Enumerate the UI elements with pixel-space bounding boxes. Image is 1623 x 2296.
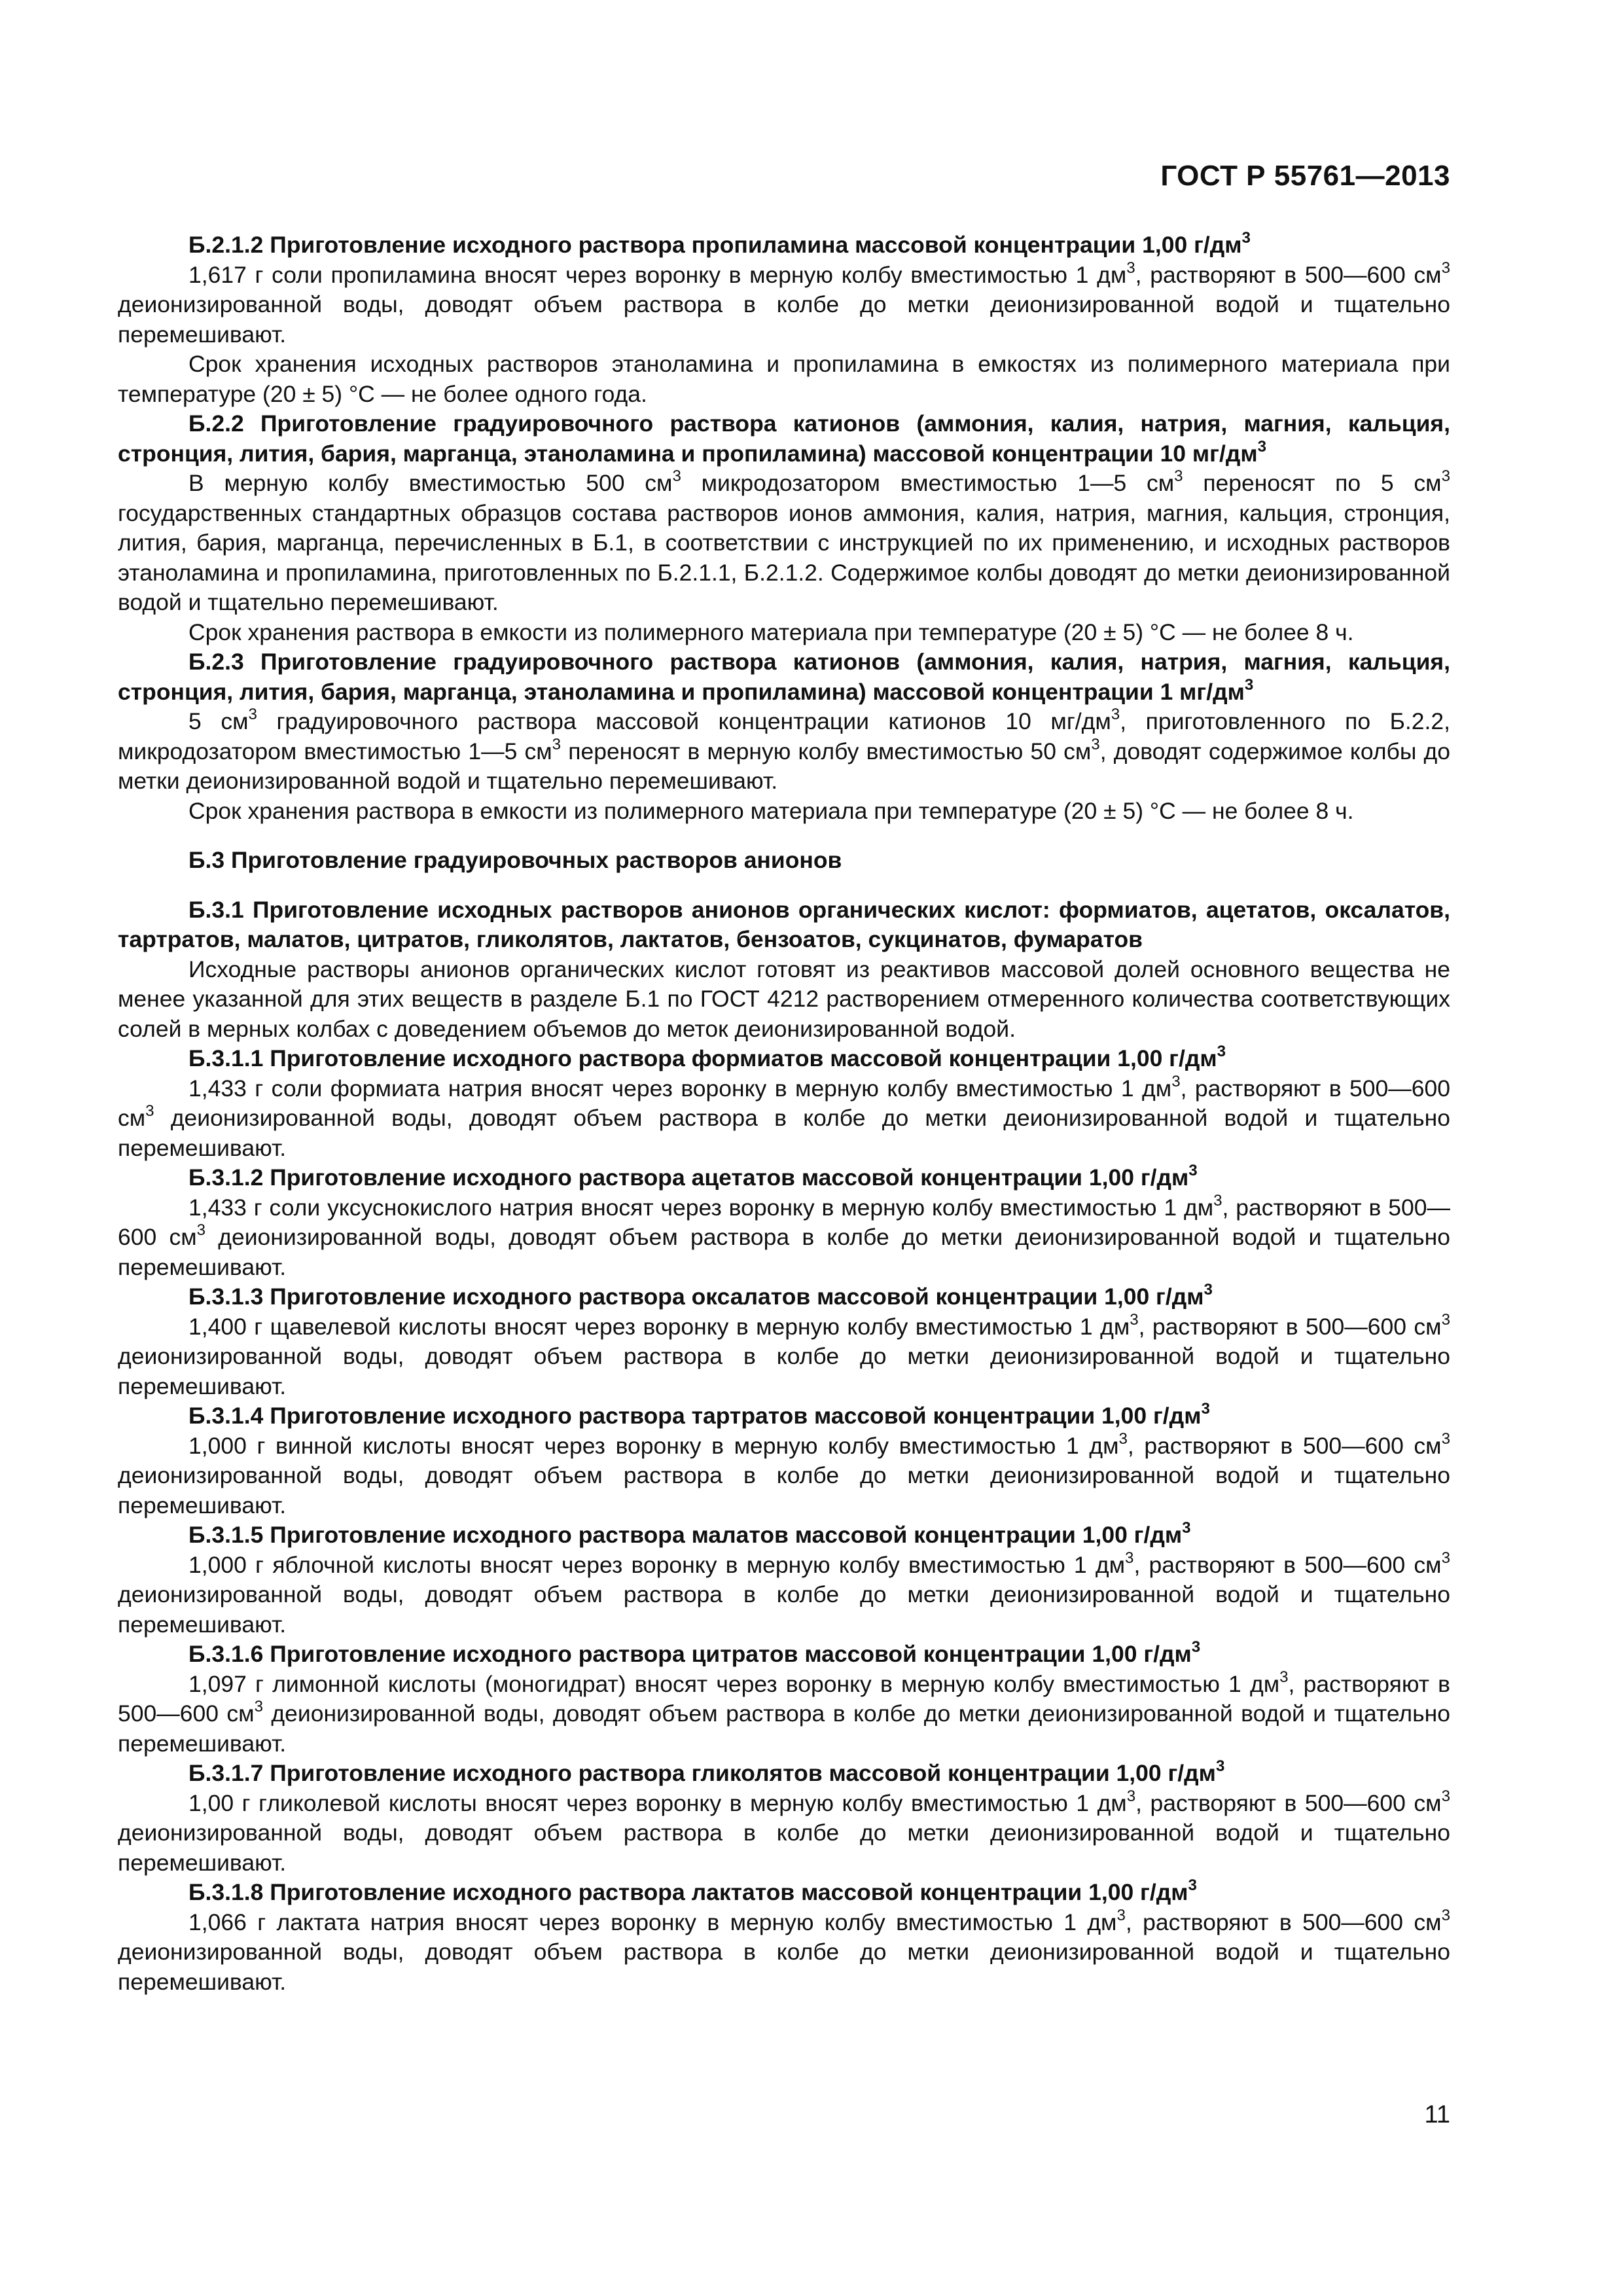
paragraph xyxy=(118,707,1450,797)
text-run: В мерную колбу вместимостью 500 см xyxy=(188,470,673,496)
section-heading xyxy=(118,1282,1450,1312)
superscript: 3 xyxy=(145,1102,154,1121)
superscript: 3 xyxy=(1257,437,1267,456)
page-number: 11 xyxy=(1424,2101,1450,2128)
text-run: деионизированной воды, доводят объем раствора в колбе до метки деионизированной водой и тщательно перемешивают. xyxy=(118,1700,1450,1757)
superscript: 3 xyxy=(1126,259,1135,277)
text-run: переносят по 5 см xyxy=(1183,470,1442,496)
superscript: 3 xyxy=(1441,1429,1450,1448)
section-heading xyxy=(118,230,1450,260)
text-run: деионизированной воды, доводят объем раствора в колбе до метки деионизированной водой и тщательно перемешивают. xyxy=(118,1105,1450,1161)
text-run: Б.3.1.4 Приготовление исходного раствора тартратов массовой концентрации 1,00 г/дм xyxy=(188,1403,1202,1429)
superscript: 3 xyxy=(1441,1787,1450,1805)
paragraph xyxy=(118,350,1450,409)
text-run: , приготовленного по Б.2.2, микродозатором вместимостью 1—5 см xyxy=(118,708,1451,764)
text-run: , растворяют в 500—600 см xyxy=(1138,1313,1442,1340)
text-run: , растворяют в 500—600 см xyxy=(1135,1789,1442,1816)
text-run: , растворяют в 500—600 см xyxy=(1127,1432,1442,1459)
text-run: государственных стандартных образцов состава растворов ионов аммония, калия, натрия, магния, кальция, стронция, лития, бария, марганца, перечисленных в Б.1, в соответствии с инструкцией по их применению, и исходных растворов этаноламина и пропиламина, приготовленных по Б.2.1.1, Б.2.1.2. Содержимое колбы доводят до метки деионизированной водой и тщательно перемешивают. xyxy=(118,499,1450,615)
superscript: 3 xyxy=(1111,706,1120,724)
paragraph xyxy=(118,469,1450,618)
text-run: Срок хранения раствора в емкости из полимерного материала при температуре (20 ± 5) °С — не более 8 ч. xyxy=(188,619,1354,645)
paragraph xyxy=(118,1670,1450,1759)
text-run: Б.3 Приготовление градуировочных растворов анионов xyxy=(188,847,842,873)
text-run: , растворяют в 500—600 см xyxy=(118,1194,1450,1250)
text-run: Б.3.1.2 Приготовление исходного раствора ацетатов массовой концентрации 1,00 г/дм xyxy=(188,1164,1189,1191)
text-run: , растворяют в 500—600 см xyxy=(1133,1551,1442,1578)
text-run: Б.3.1.7 Приготовление исходного раствора гликолятов массовой концентрации 1,00 г/дм xyxy=(188,1760,1216,1786)
superscript: 3 xyxy=(1174,467,1183,486)
text-run: , растворяют в 500—600 см xyxy=(1135,261,1442,288)
text-run: 1,400 г щавелевой кислоты вносят через воронку в мерную колбу вместимостью 1 дм xyxy=(188,1313,1130,1340)
text-run: Срок хранения раствора в емкости из полимерного материала при температуре (20 ± 5) °С — не более 8 ч. xyxy=(188,797,1354,824)
text-run: деионизированной воды, доводят объем раствора в колбе до метки деионизированной водой и тщательно перемешивают. xyxy=(118,1939,1450,1995)
superscript: 3 xyxy=(1188,1162,1198,1180)
text-run: Исходные растворы анионов органических кислот готовят из реактивов массовой долей основного вещества не менее указанной для этих веществ в разделе Б.1 по ГОСТ 4212 растворением отмеренного количества соответствующих солей в мерных колбах с доведением объемов до меток деионизированной водой. xyxy=(118,956,1450,1042)
superscript: 3 xyxy=(1118,1429,1128,1448)
superscript: 3 xyxy=(1125,1549,1134,1567)
text-run: 1,000 г винной кислоты вносят через воронку в мерную колбу вместимостью 1 дм xyxy=(188,1432,1119,1459)
section-heading xyxy=(118,1759,1450,1789)
standard-header: ГОСТ Р 55761—2013 xyxy=(1160,160,1450,192)
text-run: деионизированной воды, доводят объем раствора в колбе до метки деионизированной водой и тщательно перемешивают. xyxy=(118,1581,1450,1638)
superscript: 3 xyxy=(1441,467,1450,486)
text-run: Б.3.1 Приготовление исходных растворов анионов органических кислот: формиатов, ацетатов, оксалатов, тартратов, малатов, цитратов, гликолятов, лактатов, бензоатов, сукцинатов, фумаратов xyxy=(118,896,1450,952)
section-heading xyxy=(118,1878,1450,1908)
superscript: 3 xyxy=(1188,1876,1197,1895)
superscript: 3 xyxy=(552,735,562,753)
superscript: 3 xyxy=(1091,735,1100,753)
text-run: Б.3.1.1 Приготовление исходного раствора формиатов массовой концентрации 1,00 г/дм xyxy=(188,1045,1217,1071)
superscript: 3 xyxy=(1215,1757,1225,1776)
superscript: 3 xyxy=(1126,1787,1136,1805)
text-run: , растворяют в 500—600 см xyxy=(118,1670,1450,1727)
text-run: , доводят содержимое колбы до метки деионизированной водой и тщательно перемешивают. xyxy=(118,738,1451,794)
text-run: 1,00 г гликолевой кислоты вносят через воронку в мерную колбу вместимостью 1 дм xyxy=(188,1789,1127,1816)
section-heading xyxy=(118,846,1450,876)
text-run: деионизированной воды, доводят объем раствора в колбе до метки деионизированной водой и тщательно перемешивают. xyxy=(118,1820,1450,1876)
text-run: переносят в мерную колбу вместимостью 50 см xyxy=(561,738,1092,764)
superscript: 3 xyxy=(1204,1281,1213,1299)
text-run: Б.2.3 Приготовление градуировочного раствора катионов (аммония, калия, натрия, магния, кальция, стронция, лития, бария, марганца, этаноламина и пропиламина) массовой концентрации 1 мг/дм xyxy=(118,649,1450,705)
text-run: 1,617 г соли пропиламина вносят через воронку в мерную колбу вместимостью 1 дм xyxy=(188,261,1127,288)
text-run: Б.3.1.5 Приготовление исходного раствора малатов массовой концентрации 1,00 г/дм xyxy=(188,1522,1183,1548)
document-body xyxy=(118,230,1450,1997)
text-run: градуировочного раствора массовой концентрации катионов 10 мг/дм xyxy=(257,708,1111,734)
text-run: деионизированной воды, доводят объем раствора в колбе до метки деионизированной водой и тщательно перемешивают. xyxy=(118,291,1450,348)
section-heading xyxy=(118,647,1450,707)
paragraph xyxy=(118,1312,1450,1402)
text-run: Б.3.1.6 Приготовление исходного раствора цитратов массовой концентрации 1,00 г/дм xyxy=(188,1641,1192,1667)
superscript: 3 xyxy=(1441,1310,1450,1329)
superscript: 3 xyxy=(248,706,257,724)
superscript: 3 xyxy=(1241,229,1251,247)
text-run: микродозатором вместимостью 1—5 см xyxy=(681,470,1175,496)
superscript: 3 xyxy=(1116,1906,1126,1924)
superscript: 3 xyxy=(1244,675,1254,694)
paragraph xyxy=(118,1789,1450,1878)
paragraph xyxy=(118,260,1450,350)
text-run: 1,097 г лимонной кислоты (моногидрат) вносят через воронку в мерную колбу вместимостью 1 дм xyxy=(188,1670,1280,1697)
paragraph xyxy=(118,1551,1450,1640)
text-run: Б.3.1.8 Приготовление исходного раствора лактатов массовой концентрации 1,00 г/дм xyxy=(188,1879,1188,1905)
superscript: 3 xyxy=(1441,259,1450,277)
superscript: 3 xyxy=(1217,1043,1226,1061)
superscript: 3 xyxy=(196,1221,206,1240)
text-run: 1,000 г яблочной кислоты вносят через воронку в мерную колбу вместимостью 1 дм xyxy=(188,1551,1126,1578)
text-run: 1,433 г соли уксуснокислого натрия вносят через воронку в мерную колбу вместимостью 1 дм xyxy=(188,1194,1214,1221)
section-heading xyxy=(118,1044,1450,1074)
superscript: 3 xyxy=(254,1698,263,1716)
text-run: 5 см xyxy=(188,708,249,734)
superscript: 3 xyxy=(1130,1310,1139,1329)
superscript: 3 xyxy=(1191,1638,1201,1657)
text-run: , растворяют в 500—600 см xyxy=(1125,1909,1442,1935)
superscript: 3 xyxy=(1213,1191,1222,1210)
text-run: 1,066 г лактата натрия вносят через воронку в мерную колбу вместимостью 1 дм xyxy=(188,1909,1117,1935)
section-heading xyxy=(118,409,1450,469)
superscript: 3 xyxy=(1182,1519,1191,1537)
paragraph xyxy=(118,1193,1450,1283)
superscript: 3 xyxy=(672,467,681,486)
section-heading xyxy=(118,1163,1450,1193)
paragraph xyxy=(118,797,1450,827)
paragraph xyxy=(118,1074,1450,1164)
superscript: 3 xyxy=(1171,1072,1181,1090)
superscript: 3 xyxy=(1441,1549,1450,1567)
paragraph xyxy=(118,1908,1450,1998)
paragraph xyxy=(118,955,1450,1045)
text-run: деионизированной воды, доводят объем раствора в колбе до метки деионизированной водой и тщательно перемешивают. xyxy=(118,1224,1451,1280)
text-run: деионизированной воды, доводят объем раствора в колбе до метки деионизированной водой и тщательно перемешивают. xyxy=(118,1343,1450,1399)
paragraph xyxy=(118,618,1450,648)
text-run: Б.2.1.2 Приготовление исходного раствора пропиламина массовой концентрации 1,00 г/дм xyxy=(188,232,1242,258)
superscript: 3 xyxy=(1201,1400,1210,1418)
text-run: Б.3.1.3 Приготовление исходного раствора оксалатов массовой концентрации 1,00 г/дм xyxy=(188,1283,1204,1310)
text-run: Б.2.2 Приготовление градуировочного раствора катионов (аммония, калия, натрия, магния, кальция, стронция, лития, бария, марганца, этаноламина и пропиламина) массовой концентрации 10 мг/дм xyxy=(118,410,1450,467)
section-heading xyxy=(118,895,1450,955)
text-run: Срок хранения исходных растворов этаноламина и пропиламина в емкостях из полимерного материала при температуре (20 ± 5) °С — не более одного года. xyxy=(118,351,1450,407)
text-run: деионизированной воды, доводят объем раствора в колбе до метки деионизированной водой и тщательно перемешивают. xyxy=(118,1462,1450,1518)
text-run: , растворяют в 500—600 см xyxy=(118,1075,1450,1131)
section-heading xyxy=(118,1520,1450,1551)
paragraph xyxy=(118,1431,1450,1521)
superscript: 3 xyxy=(1279,1668,1289,1686)
superscript: 3 xyxy=(1441,1906,1450,1924)
text-run: 1,433 г соли формиата натрия вносят через воронку в мерную колбу вместимостью 1 дм xyxy=(188,1075,1172,1102)
section-heading xyxy=(118,1401,1450,1431)
section-heading xyxy=(118,1640,1450,1670)
